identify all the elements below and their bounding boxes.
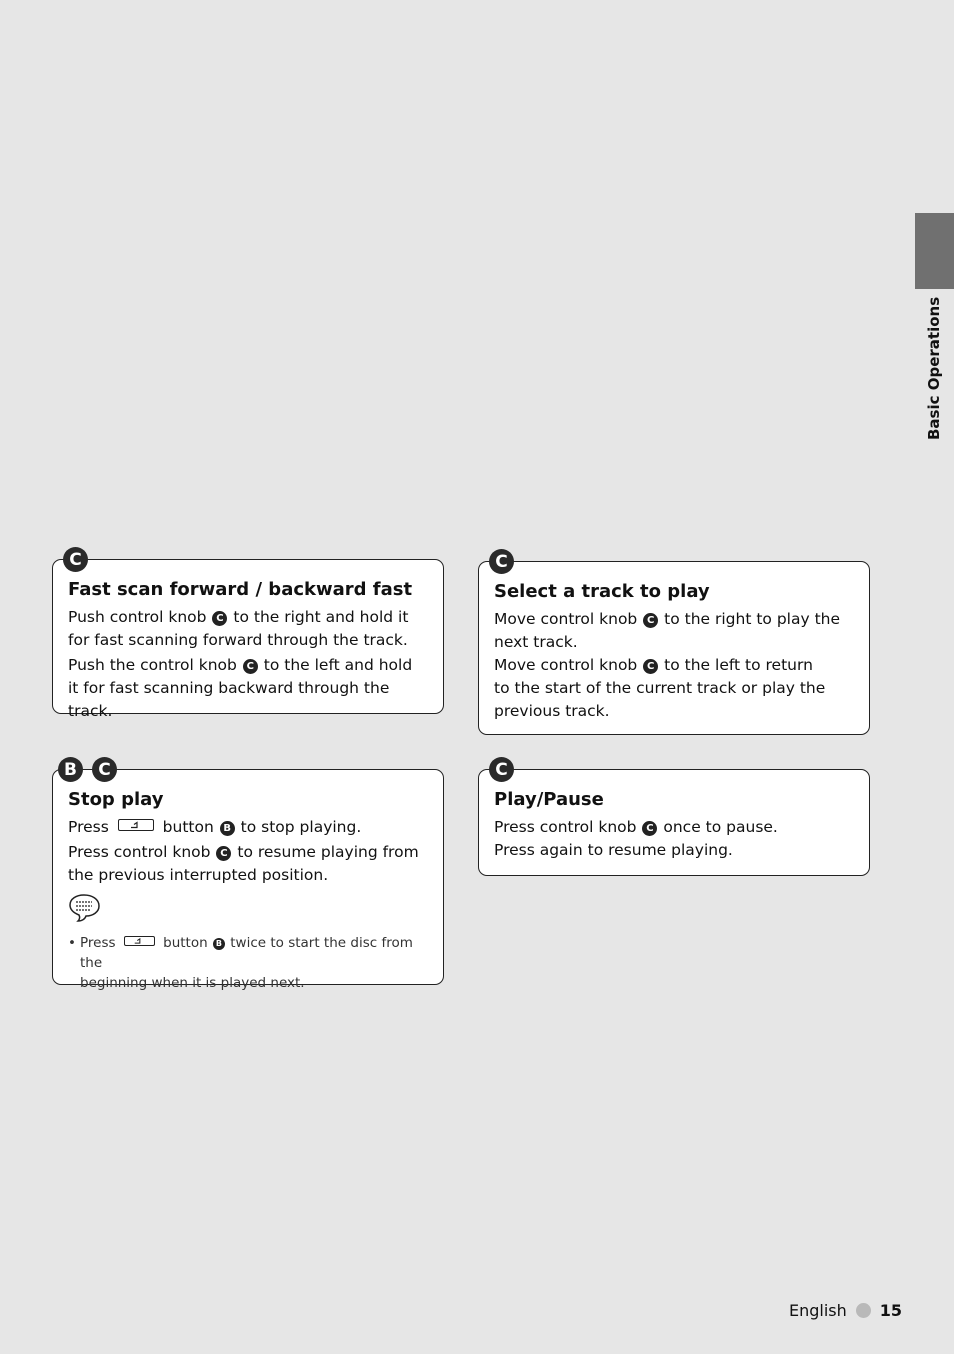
badge-c: C (489, 549, 514, 574)
note-icon (68, 893, 429, 927)
knob-c-ref-icon: C (216, 846, 231, 861)
stop-play-text: Press button B to stop playing. (68, 818, 362, 836)
pause-text: Press control knob C once to pause. Press again to resume playing. (494, 818, 778, 859)
section-label: Basic Operations (925, 296, 943, 440)
resume-play-text: Press control knob C to resume playing from the previous interrupted position. (68, 843, 419, 884)
knob-c-ref-icon: C (643, 659, 658, 674)
select-track-title: Select a track to play (494, 581, 710, 602)
footer-language: English (789, 1301, 847, 1320)
button-b-ref-icon: B (213, 938, 225, 950)
badge-c: C (92, 757, 117, 782)
eject-key-icon (124, 936, 155, 946)
knob-c-ref-icon: C (212, 611, 227, 626)
badge-c: C (63, 547, 88, 572)
play-pause-title: Play/Pause (494, 789, 604, 810)
knob-c-ref-icon: C (243, 659, 258, 674)
badge-b: B (58, 757, 83, 782)
button-b-ref-icon: B (220, 821, 235, 836)
page-number: 15 (879, 1301, 903, 1320)
fast-scan-title: Fast scan forward / backward fast (68, 579, 413, 600)
note-text: • Press button B twice to start the disc from the beginning when it is played next. (68, 935, 413, 991)
stop-play-title: Stop play (68, 789, 164, 810)
fast-scan-box (52, 549, 444, 720)
page-footer (789, 1301, 902, 1320)
badge-c: C (489, 757, 514, 782)
stop-play-box (52, 759, 444, 991)
fast-scan-backward-text: Push the control knob C to the left and hold it for fast scanning backward through the track. (68, 656, 413, 720)
section-tab (915, 213, 954, 289)
fast-scan-forward-text: Push control knob C to the right and hold it for fast scanning forward through the track. (68, 608, 409, 649)
eject-key-icon (118, 819, 154, 831)
select-next-text: Move control knob C to the right to play the next track. (494, 610, 841, 651)
play-pause-box (478, 759, 870, 876)
select-previous-text: Move control knob C to the left to return to the start of the current track or play the previous track. (494, 656, 826, 720)
footer-dot-icon (856, 1303, 871, 1318)
select-track-box (478, 551, 870, 735)
knob-c-ref-icon: C (643, 613, 658, 628)
knob-c-ref-icon: C (642, 821, 657, 836)
